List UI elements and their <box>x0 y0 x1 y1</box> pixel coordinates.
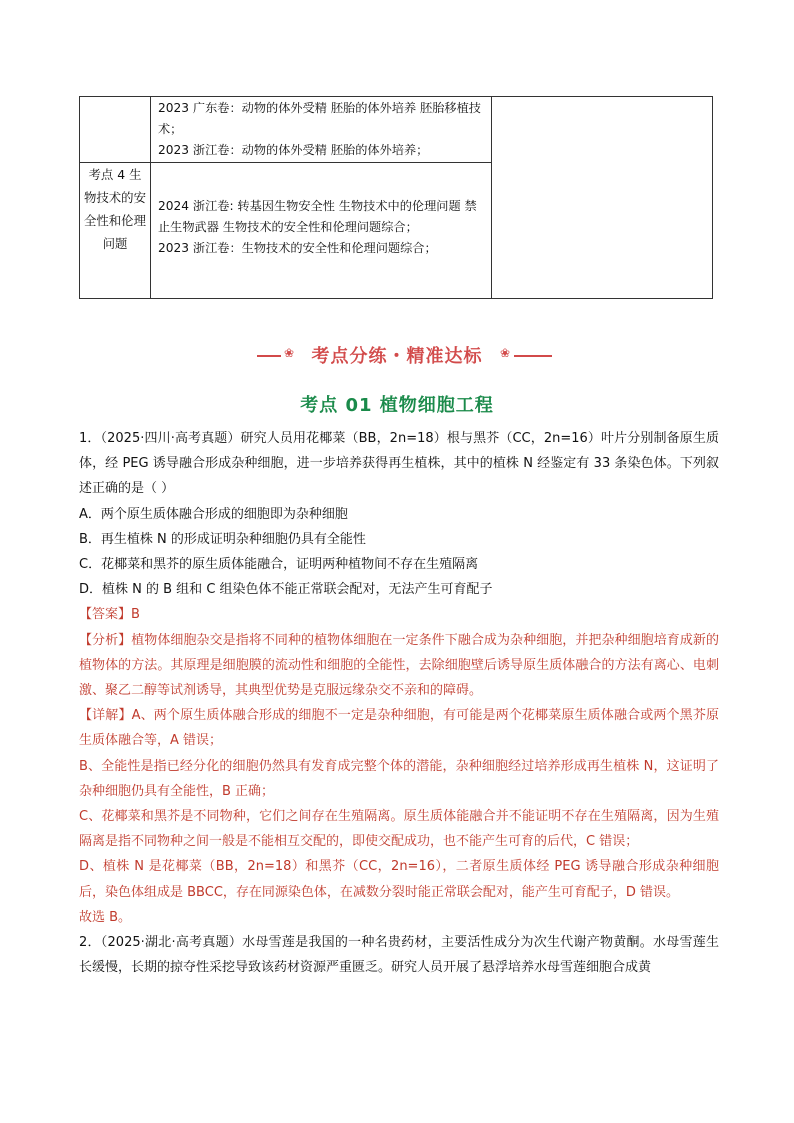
table-row1-text: 2023 广东卷：动物的体外受精 胚胎的体外培养 胚胎移植技术； 2023 浙江卷：动物的体外受精 胚胎的体外培养； <box>158 101 481 157</box>
section-banner <box>0 340 794 370</box>
detail-tag: 【详解】 <box>79 708 132 724</box>
answer-tag: 【答案】 <box>79 607 132 623</box>
q1-option-d: D．植株 N 的 B 组和 C 组染色体不能正常联会配对，无法产生可育配子 <box>79 582 493 598</box>
table-cell-exams <box>151 163 492 299</box>
table-cell-exams <box>151 97 492 163</box>
q1-detail-d: D、植株 N 是花椰菜（BB，2n=18）和黑芥（CC，2n=16），二者原生质体经 PEG 诱导融合形成杂种细胞后，染色体组成是 BBCC，存在同源染色体，在减数分裂时能正常联会配对，能产生可育配子，D 错误。 <box>79 859 719 900</box>
detail-a-text: A、两个原生质体融合形成的细胞不一定是杂种细胞，有可能是两个花椰菜原生质体融合或两个黑芥原生质体融合等，A 错误； <box>79 708 719 749</box>
exam-topic-table <box>79 96 713 299</box>
table-cell-right <box>492 97 713 299</box>
q1-option-b: B．再生植株 N 的形成证明杂种细胞仍具有全能性 <box>79 531 366 547</box>
table-row2-text: 2024 浙江卷: 转基因生物安全性 生物技术中的伦理问题 禁止生物武器 生物技术的安全性和伦理问题综合； 2023 浙江卷：生物技术的安全性和伦理问题综合； <box>158 199 477 255</box>
q1-detail-b: B、全能性是指已经分化的细胞仍然具有发育成完整个体的潜能，杂种细胞经过培养形成再生植株 N，这证明了杂种细胞仍具有全能性，B 正确； <box>79 758 719 799</box>
flower-icon: ❀ <box>500 346 511 360</box>
q1-option-a: A．两个原生质体融合形成的细胞即为杂种细胞 <box>79 506 348 522</box>
section-title: 考点 01 植物细胞工程 <box>300 395 494 416</box>
analysis-text: 植物体细胞杂交是指将不同种的植物体细胞在一定条件下融合成为杂种细胞，并把杂种细胞培育成新的植物体的方法。其原理是细胞膜的流动性和细胞的全能性，去除细胞壁后诱导原生质体融合的方法有离心、电刺激、聚乙二醇等试剂诱导，其典型优势是克服远缘杂交不亲和的障碍。 <box>79 632 719 699</box>
table-row2-topic: 考点 4 生物技术的安全性和伦理问题 <box>84 167 146 251</box>
q2-stem: 2．（2025·湖北·高考真题）水母雪莲是我国的一种名贵药材，主要活性成分为次生代谢产物黄酮。水母雪莲生长缓慢，长期的掠夺性采挖导致该药材资源严重匮乏。研究人员开展了悬浮培养水母雪莲细胞合成黄 <box>79 935 719 976</box>
banner-title: 考点分练・精准达标 <box>311 346 483 367</box>
table-cell-empty <box>80 97 151 163</box>
q1-stem: 1．（2025·四川·高考真题）研究人员用花椰菜（BB，2n=18）根与黑芥（CC，2n=16）叶片分别制备原生质体，经 PEG 诱导融合形成杂种细胞，进一步培养获得再生植株，其中的植株 N 经鉴定有 33 条染色体。下列叙述正确的是（ ） <box>79 431 719 497</box>
analysis-tag: 【分析】 <box>79 632 132 648</box>
q1-detail-a <box>79 703 719 753</box>
q1-option-c: C．花椰菜和黑芥的原生质体能融合，证明两种植物间不存在生殖隔离 <box>79 557 479 573</box>
q1-answer <box>79 602 719 627</box>
q1-analysis <box>79 628 719 704</box>
q1-conclusion: 故选 B。 <box>79 909 132 925</box>
flower-icon: ❀ <box>284 346 295 360</box>
q1-detail-c: C、花椰菜和黑芥是不同物种，它们之间存在生殖隔离。原生质体能融合并不能证明不存在生殖隔离，因为生殖隔离是指不同物种之间一般是不能相互交配的，即使交配成功，也不能产生可育的后代，C 错误； <box>79 809 719 850</box>
banner-right-line <box>514 355 552 357</box>
answer-value: B <box>131 607 140 623</box>
question-body <box>79 426 719 980</box>
table-cell-topic <box>80 163 151 299</box>
